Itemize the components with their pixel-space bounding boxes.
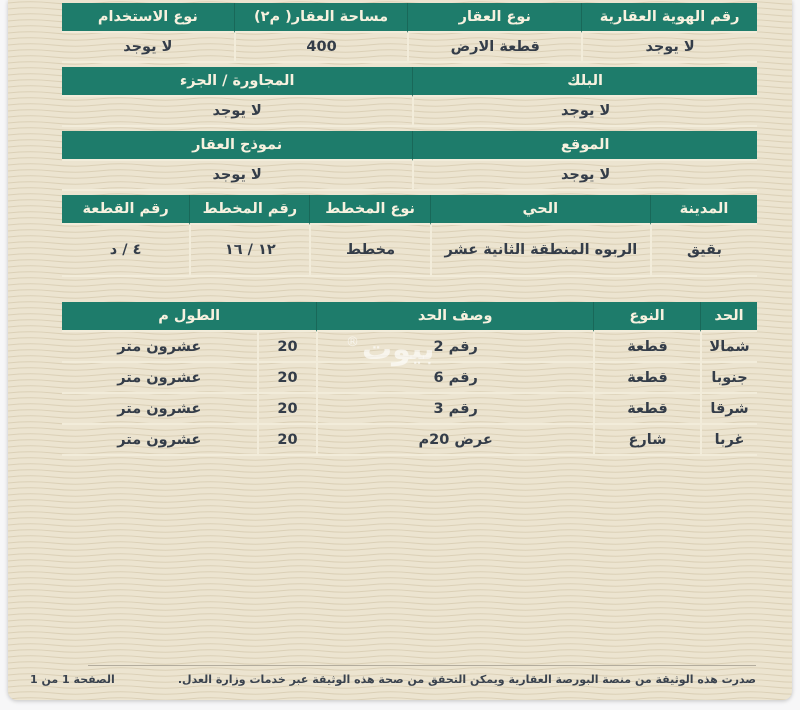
boundary-length-number: 20	[257, 332, 317, 363]
section-boundaries	[62, 302, 757, 456]
boundary-type: شارع	[593, 425, 700, 456]
boundary-side: غربا	[700, 425, 757, 456]
value-property-id: لا يوجد	[581, 33, 757, 63]
value-parcel-number: ٤ / د	[62, 225, 189, 277]
col-header-boundary-type: النوع	[593, 302, 700, 332]
value-district: الربوه المنطقة الثانية عشر	[430, 225, 650, 277]
col-header-adjacent-part: المجاورة / الجزء	[62, 67, 412, 97]
boundary-length-text: عشرون متر	[62, 332, 257, 363]
boundary-row-south	[62, 363, 757, 394]
boundary-length-text: عشرون متر	[62, 363, 257, 394]
boundary-length-text: عشرون متر	[62, 394, 257, 425]
footer-issuance-note: صدرت هذه الوثيقة من منصة البورصة العقارية ويمكن التحقق من صحة هذه الوثيقة عبر خدمات وزارة العدل.	[177, 673, 756, 686]
col-header-plan-type: نوع المخطط	[309, 195, 429, 225]
document-content	[8, 0, 792, 456]
value-adjacent-part: لا يوجد	[62, 97, 412, 127]
footer-divider	[88, 665, 756, 666]
boundary-length-text: عشرون متر	[62, 425, 257, 456]
col-header-block: البلك	[412, 67, 757, 97]
boundary-row-west	[62, 425, 757, 456]
col-header-plan-number: رقم المخطط	[189, 195, 309, 225]
value-block: لا يوجد	[412, 97, 757, 127]
section-property-info	[62, 3, 757, 63]
value-city: بقيق	[650, 225, 757, 277]
col-header-usage-type: نوع الاستخدام	[62, 3, 234, 33]
value-property-model: لا يوجد	[62, 161, 412, 191]
boundary-length-number: 20	[257, 363, 317, 394]
boundary-type: قطعة	[593, 363, 700, 394]
boundary-description: رقم 2	[316, 332, 593, 363]
boundary-side: جنوبا	[700, 363, 757, 394]
watermark-text: بيوت	[362, 332, 435, 367]
value-plan-type: مخطط	[309, 225, 429, 277]
col-header-boundary-description: وصف الحد	[316, 302, 593, 332]
section-plan-info	[62, 195, 757, 277]
section-spacer	[62, 281, 757, 302]
col-header-city: المدينة	[650, 195, 757, 225]
value-location: لا يوجد	[412, 161, 757, 191]
col-header-property-area: مساحة العقار( م٢)	[234, 3, 408, 33]
boundary-description: رقم 3	[316, 394, 593, 425]
value-usage-type: لا يوجد	[62, 33, 234, 63]
col-header-property-id: رقم الهوية العقارية	[581, 3, 757, 33]
col-header-parcel-number: رقم القطعة	[62, 195, 189, 225]
boundary-length-number: 20	[257, 425, 317, 456]
col-header-property-type: نوع العقار	[407, 3, 581, 33]
boundary-row-east	[62, 394, 757, 425]
col-header-boundary-side: الحد	[700, 302, 757, 332]
value-plan-number: ١٢ / ١٦	[189, 225, 309, 277]
col-header-property-model: نموذج العقار	[62, 131, 412, 161]
footer-page-number: الصفحة 1 من 1	[30, 673, 115, 686]
col-header-district: الحي	[430, 195, 650, 225]
boundary-row-north	[62, 332, 757, 363]
value-property-area: 400	[234, 33, 408, 63]
value-property-type: قطعة الارض	[407, 33, 581, 63]
registered-mark-icon: ®	[346, 335, 360, 350]
section-location-info	[62, 131, 757, 191]
col-header-location: الموقع	[412, 131, 757, 161]
col-header-boundary-length: الطول م	[62, 302, 316, 332]
deed-document-page	[8, 0, 792, 700]
document-footer	[8, 665, 792, 686]
boundary-type: قطعة	[593, 332, 700, 363]
boundary-description: عرض 20م	[316, 425, 593, 456]
boundary-description: رقم 6	[316, 363, 593, 394]
boundary-length-number: 20	[257, 394, 317, 425]
boundary-side: شرقا	[700, 394, 757, 425]
section-block-info	[62, 67, 757, 127]
boundary-side: شمالا	[700, 332, 757, 363]
boundary-type: قطعة	[593, 394, 700, 425]
